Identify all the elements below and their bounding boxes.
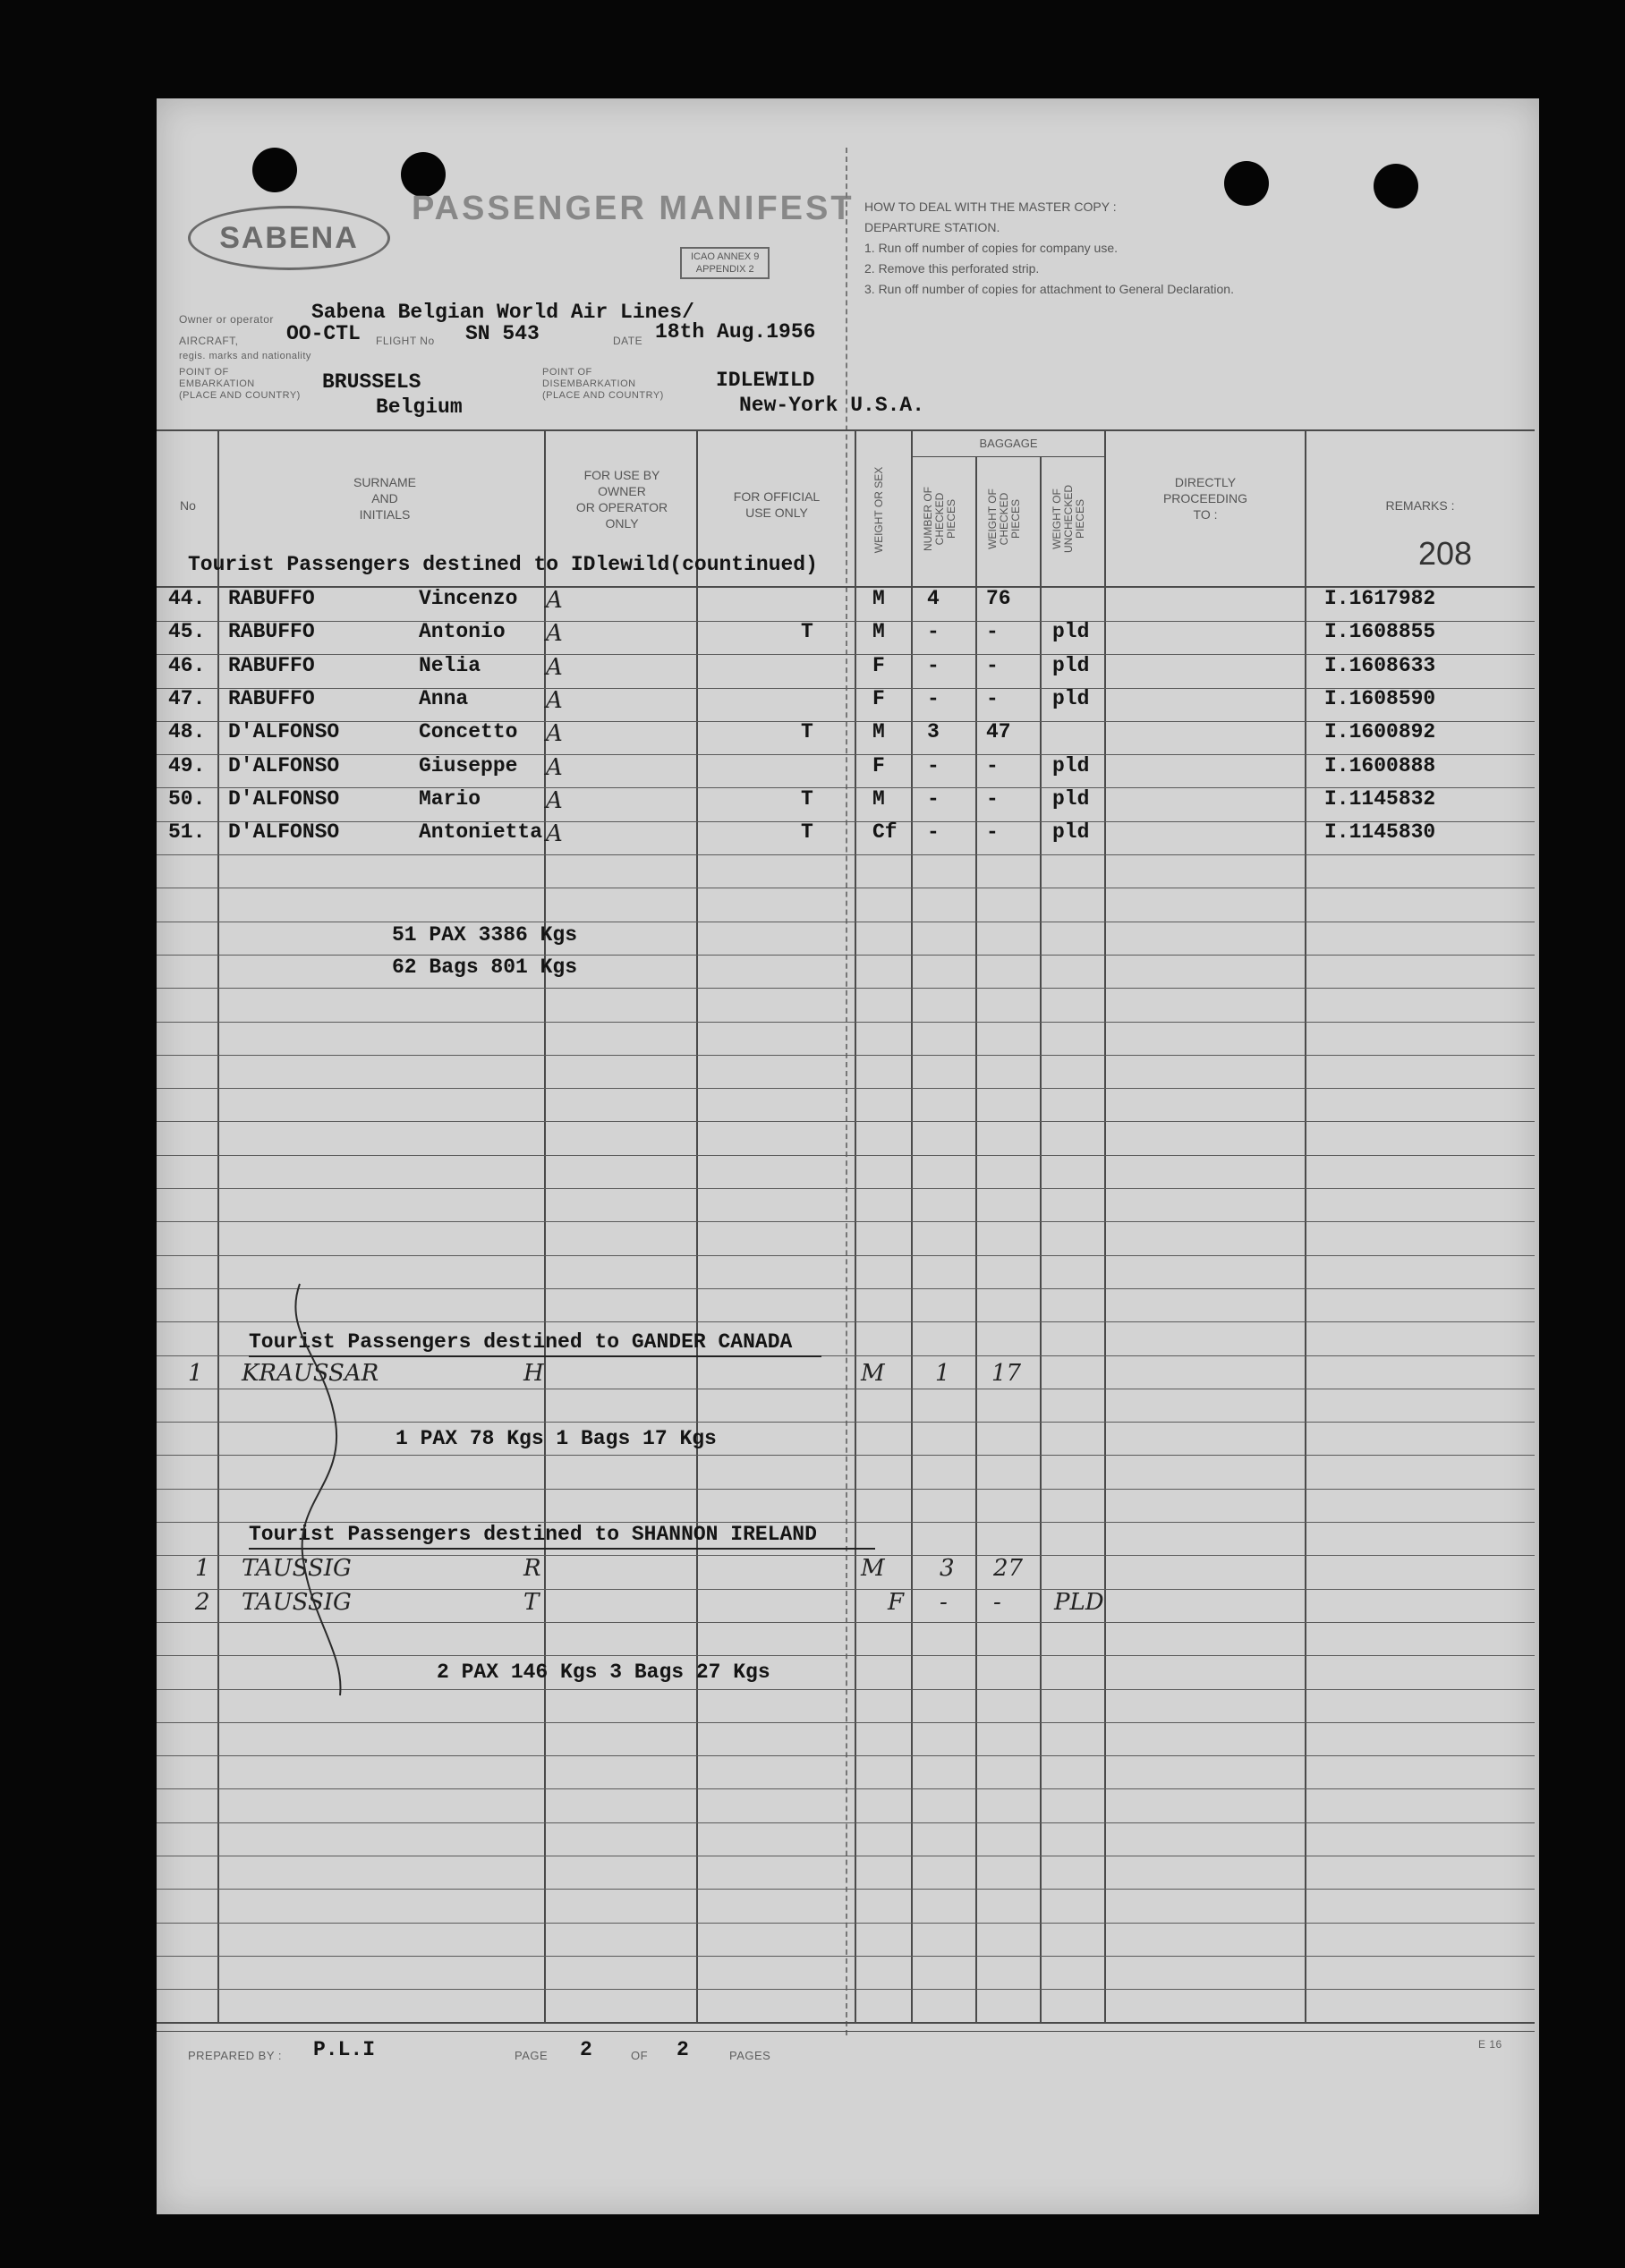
col-head-line: SURNAME <box>353 475 416 489</box>
pax-remarks: I.1608590 <box>1324 687 1436 710</box>
pax-remarks: I.1600892 <box>1324 720 1436 743</box>
row-rule <box>157 955 1535 956</box>
pax-surname: D'ALFONSO <box>228 787 340 811</box>
pax-remarks: I.1608633 <box>1324 654 1436 677</box>
row-rule <box>157 1989 1535 1990</box>
shannon-unchecked: PLD <box>1054 1589 1104 1616</box>
pax-surname: RABUFFO <box>228 687 315 710</box>
pax-no: 44. <box>168 587 206 610</box>
baggage-divider <box>911 456 1104 457</box>
row-rule <box>157 1088 1535 1089</box>
col-divider <box>696 429 698 2022</box>
gander-sex: M <box>861 1360 885 1387</box>
pax-official: T <box>801 787 813 811</box>
col-head-line: CHECKED <box>998 492 1010 546</box>
shannon-sex: F <box>888 1589 905 1616</box>
col-head-line: FOR OFFICIAL <box>733 489 821 504</box>
aircraft-label: AIRCRAFT, <box>179 335 239 347</box>
row-rule <box>157 1221 1535 1222</box>
pax-no: 49. <box>168 754 206 777</box>
punch-hole <box>252 148 297 192</box>
form-code: E 16 <box>1478 2038 1502 2051</box>
col-head-line: FOR USE BY <box>583 468 660 482</box>
pax-unchecked: pld <box>1052 820 1090 844</box>
punch-hole <box>1374 164 1418 208</box>
pax-pieces: 4 <box>927 587 940 610</box>
pax-unchecked: pld <box>1052 620 1090 643</box>
col-head-line: WEIGHT OF <box>1051 488 1063 549</box>
pax-first-name: Vincenzo <box>419 587 518 610</box>
pax-pieces: - <box>927 820 940 844</box>
row-rule <box>157 1956 1535 1957</box>
pax-unchecked: pld <box>1052 787 1090 811</box>
row-rule <box>157 1788 1535 1789</box>
pax-sex: M <box>872 620 885 643</box>
row-rule <box>157 1255 1535 1256</box>
pax-first-name: Giuseppe <box>419 754 518 777</box>
pax-no: 50. <box>168 787 206 811</box>
shannon-sex: M <box>861 1555 885 1582</box>
col-head-line: NUMBER OF <box>922 487 934 551</box>
pax-weight: 47 <box>986 720 1011 743</box>
pax-no: 48. <box>168 720 206 743</box>
instruction-item: 1. Run off number of copies for company use. <box>864 241 1119 255</box>
pax-official: T <box>801 720 813 743</box>
row-rule <box>157 1822 1535 1823</box>
form-title: PASSENGER MANIFEST <box>412 190 855 227</box>
pax-surname: D'ALFONSO <box>228 754 340 777</box>
pax-unchecked: pld <box>1052 687 1090 710</box>
gander-weight: 17 <box>991 1360 1022 1387</box>
col-head-weight-unchecked <box>1051 465 1086 573</box>
date-label: DATE <box>613 335 643 347</box>
section1-heading: Tourist Passengers destined to IDlewild(countinued) <box>188 553 818 576</box>
pax-weight: - <box>986 754 999 777</box>
section3-heading: Tourist Passengers destined to SHANNON IRELAND <box>249 1523 817 1546</box>
col-divider <box>855 429 856 2022</box>
pax-pieces: - <box>927 620 940 643</box>
row-rule <box>157 1722 1535 1723</box>
pax-weight: - <box>986 787 999 811</box>
col-divider <box>975 456 977 2022</box>
pax-remarks: I.1617982 <box>1324 587 1436 610</box>
pax-weight: - <box>986 687 999 710</box>
col-divider <box>1305 429 1306 2022</box>
pax-no: 46. <box>168 654 206 677</box>
shannon-pieces: - <box>940 1589 948 1616</box>
pax-mark: A <box>546 687 563 714</box>
pax-weight: 76 <box>986 587 1011 610</box>
disembark-label-line: POINT OF <box>542 367 592 378</box>
pax-no: 47. <box>168 687 206 710</box>
col-head-surname <box>304 474 465 522</box>
pax-mark: A <box>546 754 563 781</box>
pax-weight: - <box>986 654 999 677</box>
col-head-no: No <box>180 498 196 513</box>
pax-sex: F <box>872 654 885 677</box>
prepared-value: P.L.I <box>313 2038 376 2061</box>
row-rule <box>157 1022 1535 1023</box>
pax-sex: M <box>872 587 885 610</box>
gander-surname: KRAUSSAR <box>242 1360 379 1387</box>
embark-label <box>179 367 301 402</box>
shannon-surname: TAUSSIG <box>242 1589 352 1616</box>
pax-unchecked: pld <box>1052 754 1090 777</box>
owner-label: Owner or operator <box>179 313 274 326</box>
col-head-line: PIECES <box>1074 499 1086 539</box>
pax-sex: M <box>872 720 885 743</box>
logo-text: SABENA <box>219 220 359 255</box>
col-head-line: PROCEEDING <box>1162 491 1248 505</box>
instructions-subheading: DEPARTURE STATION. <box>864 220 1000 234</box>
sabena-logo <box>188 206 390 270</box>
pax-sex: M <box>872 787 885 811</box>
row-rule <box>157 1923 1535 1924</box>
col-head-line: OR OPERATOR <box>575 500 668 514</box>
disembark-place: IDLEWILD <box>716 369 815 392</box>
aircraft-value: OO-CTL <box>286 322 361 345</box>
shannon-surname: TAUSSIG <box>242 1555 352 1582</box>
page-label: PAGE <box>515 2049 549 2062</box>
col-head-line: DIRECTLY <box>1174 475 1237 489</box>
embark-country: Belgium <box>376 395 463 419</box>
summary1-line1: 51 PAX 3386 Kgs <box>392 923 578 947</box>
pax-mark: A <box>546 820 563 847</box>
col-head-line: ONLY <box>605 516 639 531</box>
table-bottom-line <box>157 2022 1535 2024</box>
pax-remarks: I.1145830 <box>1324 820 1436 844</box>
col-head-num-checked <box>923 465 957 573</box>
table-bottom-line <box>157 2031 1535 2032</box>
pax-pieces: - <box>927 787 940 811</box>
row-rule <box>157 1055 1535 1056</box>
instructions-block <box>864 197 1234 300</box>
pax-weight: - <box>986 820 999 844</box>
pax-first-name: Concetto <box>419 720 518 743</box>
col-head-line: PIECES <box>1009 499 1022 539</box>
col-head-line: PIECES <box>945 499 957 539</box>
col-head-line: OWNER <box>598 484 646 498</box>
summary2: 1 PAX 78 Kgs 1 Bags 17 Kgs <box>396 1427 717 1450</box>
pax-pieces: - <box>927 687 940 710</box>
instructions-heading: HOW TO DEAL WITH THE MASTER COPY : <box>864 200 1117 214</box>
disembark-label <box>542 367 664 402</box>
pages-label: PAGES <box>729 2049 771 2062</box>
col-divider <box>1104 429 1106 2022</box>
gander-pieces: 1 <box>935 1360 950 1387</box>
col-divider <box>217 429 219 2022</box>
shannon-pieces: 3 <box>940 1555 955 1582</box>
col-head-official-use <box>700 488 854 521</box>
pax-surname: RABUFFO <box>228 587 315 610</box>
shannon-no: 2 <box>195 1589 210 1616</box>
pax-surname: RABUFFO <box>228 620 315 643</box>
row-rule <box>157 854 1535 855</box>
pax-no: 45. <box>168 620 206 643</box>
section2-heading: Tourist Passengers destined to GANDER CANADA <box>249 1330 793 1354</box>
col-head-proceeding <box>1108 474 1303 522</box>
pax-surname: D'ALFONSO <box>228 720 340 743</box>
row-rule <box>157 988 1535 989</box>
pax-remarks: I.1600888 <box>1324 754 1436 777</box>
col-head-line: USE ONLY <box>745 505 808 520</box>
pax-surname: RABUFFO <box>228 654 315 677</box>
icao-box <box>680 247 770 279</box>
pax-official: T <box>801 820 813 844</box>
page-value: 2 <box>580 2038 592 2061</box>
shannon-weight: - <box>993 1589 1001 1616</box>
prepared-label: PREPARED BY : <box>188 2049 282 2062</box>
embark-label-line: POINT OF <box>179 367 229 378</box>
row-rule <box>157 1889 1535 1890</box>
pax-official: T <box>801 620 813 643</box>
pax-pieces: 3 <box>927 720 940 743</box>
instruction-item: 3. Run off number of copies for attachment to General Declaration. <box>864 282 1234 296</box>
owner-value: Sabena Belgian World Air Lines/ <box>311 301 694 324</box>
pax-mark: A <box>546 620 563 647</box>
gander-no: 1 <box>188 1360 203 1387</box>
pax-first-name: Anna <box>419 687 469 710</box>
pax-no: 51. <box>168 820 206 844</box>
pax-first-name: Nelia <box>419 654 481 677</box>
row-rule <box>157 1155 1535 1156</box>
pax-first-name: Antonietta <box>419 820 543 844</box>
pax-mark: A <box>546 720 563 747</box>
pax-mark: A <box>546 654 563 681</box>
pax-sex: F <box>872 687 885 710</box>
gander-initial: H <box>523 1360 544 1387</box>
pax-mark: A <box>546 587 563 614</box>
disembark-label-line: DISEMBARKATION <box>542 378 636 389</box>
row-rule <box>157 1188 1535 1189</box>
col-divider <box>1040 456 1042 2022</box>
flight-label: FLIGHT No <box>376 335 435 347</box>
row-rule <box>157 1755 1535 1756</box>
pax-surname: D'ALFONSO <box>228 820 340 844</box>
col-head-owner-use <box>548 467 696 531</box>
pax-first-name: Antonio <box>419 620 506 643</box>
pax-remarks: I.1608855 <box>1324 620 1436 643</box>
icao-line1: ICAO ANNEX 9 <box>691 251 760 262</box>
table-top-line <box>157 429 1535 431</box>
embark-label-line: EMBARKATION <box>179 378 255 389</box>
pax-remarks: I.1145832 <box>1324 787 1436 811</box>
page-number-stamp: 208 <box>1418 535 1473 572</box>
row-rule <box>157 1121 1535 1122</box>
col-head-weight-sex: WEIGHT OR SEX <box>872 466 885 554</box>
col-head-line: CHECKED <box>933 492 946 546</box>
aircraft-sub: regis. marks and nationality <box>179 351 311 361</box>
shannon-initial: R <box>523 1555 541 1582</box>
col-head-line: UNCHECKED <box>1062 485 1075 554</box>
shannon-no: 1 <box>195 1555 210 1582</box>
col-head-line: INITIALS <box>359 507 411 522</box>
embark-label-line: (PLACE AND COUNTRY) <box>179 390 301 401</box>
col-head-line: AND <box>371 491 398 505</box>
pax-sex: Cf <box>872 820 898 844</box>
col-head-baggage: BAGGAGE <box>979 437 1038 450</box>
pax-mark: A <box>546 787 563 814</box>
disembark-label-line: (PLACE AND COUNTRY) <box>542 390 664 401</box>
flight-value: SN 543 <box>465 322 540 345</box>
pax-first-name: Mario <box>419 787 481 811</box>
col-head-line: WEIGHT OF <box>986 488 999 549</box>
instruction-item: 2. Remove this perforated strip. <box>864 261 1040 276</box>
date-value: 18th Aug.1956 <box>655 320 816 344</box>
pax-unchecked: pld <box>1052 654 1090 677</box>
icao-line2: APPENDIX 2 <box>695 264 754 275</box>
col-head-line: TO : <box>1193 507 1218 522</box>
pax-pieces: - <box>927 754 940 777</box>
pax-weight: - <box>986 620 999 643</box>
col-head-weight-checked <box>987 465 1022 573</box>
of-value: 2 <box>676 2038 689 2061</box>
embark-place: BRUSSELS <box>322 370 421 394</box>
col-divider <box>911 429 913 2022</box>
disembark-country: New-York U.S.A. <box>739 394 925 417</box>
shannon-weight: 27 <box>993 1555 1024 1582</box>
col-head-remarks: REMARKS : <box>1385 498 1455 513</box>
pax-sex: F <box>872 754 885 777</box>
of-label: OF <box>631 2049 649 2062</box>
shannon-initial: T <box>523 1589 540 1616</box>
summary3: 2 PAX 146 Kgs 3 Bags 27 Kgs <box>437 1661 770 1684</box>
pax-pieces: - <box>927 654 940 677</box>
handwritten-bracket-mark <box>273 1279 371 1700</box>
summary1-line2: 62 Bags 801 Kgs <box>392 956 578 979</box>
